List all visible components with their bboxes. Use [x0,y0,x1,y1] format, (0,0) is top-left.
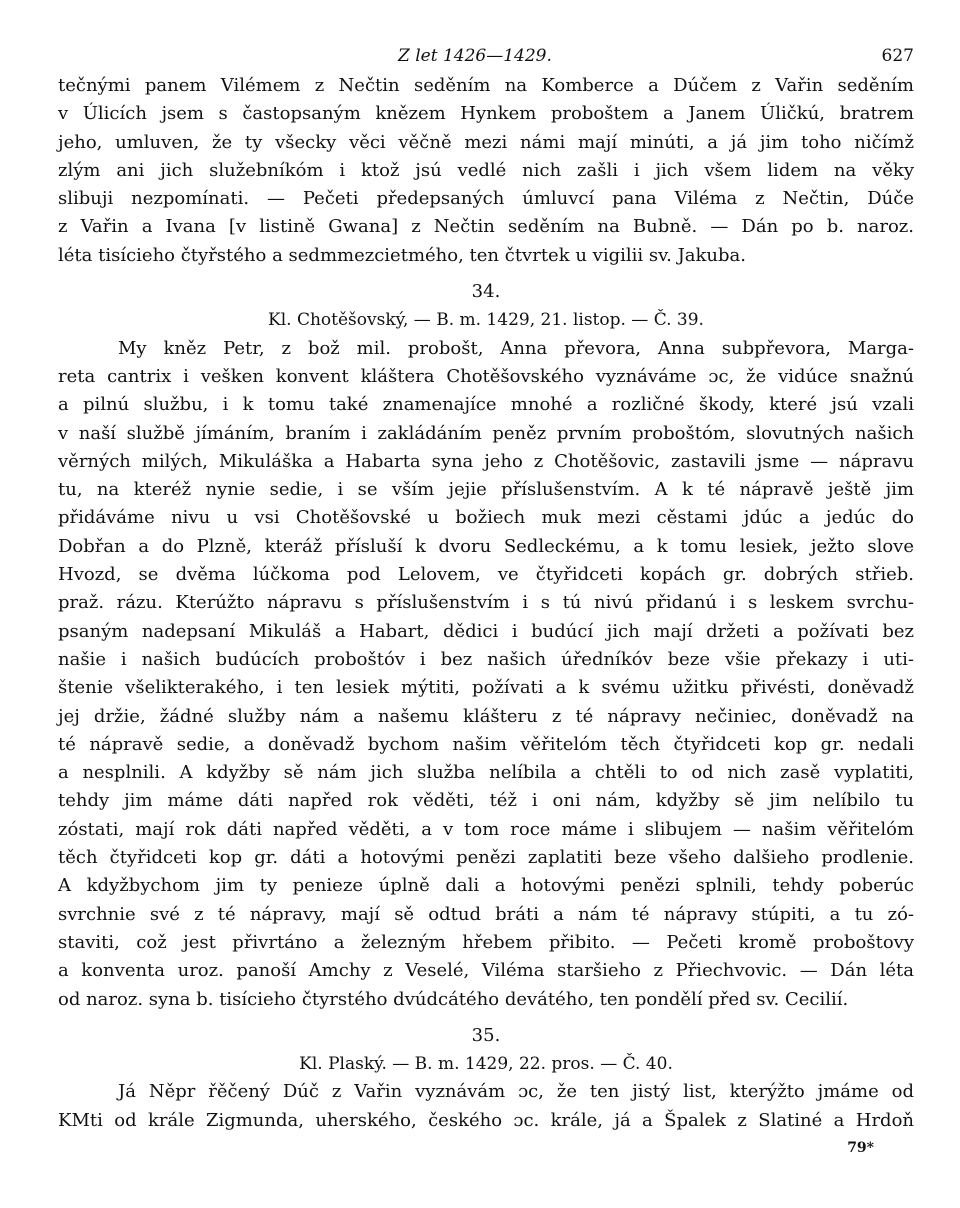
text-line: věrných milých, Mikuláška a Habarta syna jeho z Chotěšovic, zastavili jsme — nápravu [58,450,914,472]
text-line: štenie všelikterakého, i ten lesiek mýtiti, požívati a k svému užitku přivésti, doněvadž [58,677,914,699]
text-line: v naší službě jímáním, braním i zakládáním peněz prvním proboštóm, slovutných našich [58,422,914,444]
text-line: Dobřan a do Plzně, kteráž přísluší k dvoru Sedleckému, a k tomu lesiek, ježto slove [58,535,914,557]
text-line: svrchnie své z té nápravy, mají sě odtud bráti a nám té nápravy stúpiti, a tu zó- [58,903,914,925]
text-line: našie i našich budúcích proboštóv i bez našich úředníkóv beze všie překazy i uti- [58,648,914,670]
text-line: Hvozd, se dvěma lúčkoma pod Lelovem, ve čtyřidceti kopách gr. dobrých střieb. [58,564,914,586]
text-line: z Vařin a Ivana [v listině Gwana] z Nečtin seděním na Bubně. — Dán po b. naroz. [58,216,914,238]
document-source: Kl. Chotěšovský, — B. m. 1429, 21. listop. — Č. 39. [268,310,704,331]
text-line: jej držie, žádné služby nám a našemu klášteru z té nápravy nečiniec, doněvadž na [58,705,914,727]
text-line: A kdyžbychom jim ty penieze úplně dali a hotovými penězi splnili, tehdy poberúc [58,875,914,897]
text-line: staviti, což jest přivrtáno a železným hřebem přibito. — Pečeti kromě proboštovy [58,931,914,953]
signature-mark: 79* [847,1139,874,1156]
text-line: zlým ani jich služebníkóm i ktož jsú vedlé nich zašli i jich všem lidem na věky [58,159,914,181]
text-line: Já Něpr řěčený Dúč z Vařin vyznávám ɔc, že ten jistý list, kterýžto jmáme od [118,1081,914,1103]
text-line: přidáváme nivu u vsi Chotěšovské u božiech muk mezi cěstami jdúc a jedúc do [58,507,914,529]
document-number: 35. [471,1024,501,1046]
text-line: od naroz. syna b. tisícieho čtyrstého dvúdcátého devátého, ten pondělí před sv. Cecilií. [58,988,849,1010]
text-line: tehdy jim máme dáti napřed rok věděti, též i oni nám, kdyžby sě jim nelíbilo tu [58,790,914,812]
running-title: Z let 1426—1429. [398,46,552,66]
continuation-text [58,72,914,270]
text-line: té nápravě sedie, a doněvadž bychom našim věřitelóm těch čtyřidceti kop gr. nedali [58,733,914,755]
document-source: Kl. Plaský. — B. m. 1429, 22. pros. — Č. 40. [299,1054,673,1075]
text-line: reta cantrix i vešken konvent kláštera Chotěšovského vyznáváme ɔc, že vidúce snažnú [58,365,914,387]
text-line: slibuji nezpomínati. — Pečeti předepsaných úmluvcí pana Viléma z Nečtin, Dúče [58,188,914,210]
text-line: psaným nadepsaní Mikuláš a Habart, dědici i budúcí jich mají držeti a požívati bez [58,620,914,642]
document-35 [58,1022,914,1135]
text-line: a nesplnili. A kdyžby sě nám jich služba nelíbila a chtěli to od nich zasě vyplatiti, [58,762,914,784]
text-line: My kněz Petr, z bož mil. probošt, Anna převora, Anna subpřevora, Marga- [118,337,914,359]
page-number: 627 [881,46,914,66]
text-line: a konventa uroz. panoší Amchy z Veselé, Viléma staršieho z Přiechvovic. — Dán léta [58,960,914,982]
text-line: léta tisícieho čtyřstého a sedmmezcietmého, ten čtvrtek u vigilii sv. Jakuba. [58,244,746,266]
text-line: tu, na kteréž nynie sedie, i se vším jejie příslušenstvím. A k té nápravě ještě jim [58,479,914,501]
text-line: KMti od krále Zigmunda, uherského, českého ɔc. krále, já a Špalek z Slatiné a Hrdoň [58,1109,914,1131]
text-line: zóstati, mají rok dáti napřed věděti, a v tom roce máme i slibujem — našim věřitelóm [58,818,914,840]
document-number: 34. [471,281,501,303]
text-line: praž. rázu. Kterúžto nápravu s příslušenstvím i s tú nivú přidanú i s leskem svrchu- [58,592,914,614]
text-line: a pilnú službu, i k tomu také znamenajíce mnohé a rozličné škody, které jsú vzali [58,394,914,416]
text-line: v Úlicích jsem s častopsaným knězem Hynkem proboštem a Janem Úličkú, bratrem [58,103,914,125]
page-header [58,40,914,72]
document-page [58,40,914,1159]
text-line: tečnými panem Vilémem z Nečtin seděním na Komberce a Dúčem z Vařin seděním [58,75,914,96]
document-34 [58,278,914,1014]
text-line: těch čtyřidceti kop gr. dáti a hotovými penězi zaplatiti beze všeho dalšieho prodlenie. [58,847,914,869]
text-line: jeho, umluven, že ty všecky věci věčně mezi námi mají minúti, a já jim toho ničímž [58,131,914,153]
